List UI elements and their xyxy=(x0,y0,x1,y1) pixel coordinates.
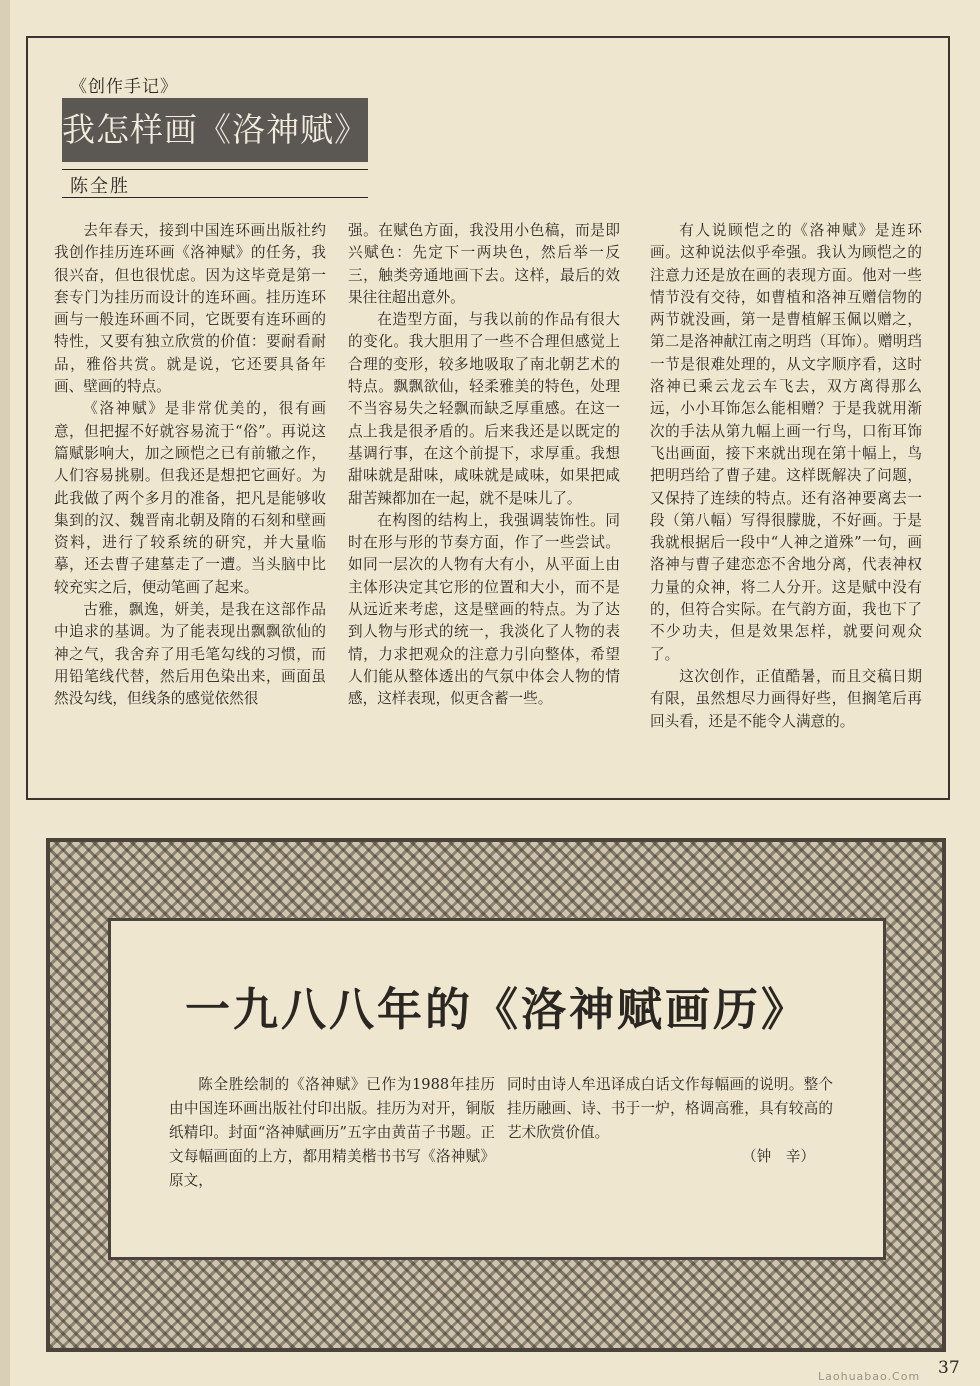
paragraph: 有人说顾恺之的《洛神赋》是连环画。这种说法似乎牵强。我认为顾恺之的注意力还是放在画的表现方面。他对一些情节没有交待，如曹植和洛神互赠信物的两节就没画，第一是曹植解玉佩以赠之，第二是洛神献江南之明珰（耳饰）。赠明珰一节是很难处理的，从文字顺序看，这时洛神已乘云龙云车飞去，双方离得那么远，小小耳饰怎么能相赠？于是我就用渐次的手法从第九幅上画一行鸟，口衔耳饰飞出画面，接下来就出现在第十幅上，鸟把明珰给了曹子建。这样既解决了问题，又保持了连续的特点。还有洛神要离去一段（第八幅）写得很朦胧，不好画。于是我就根据后一段中“人神之道殊”一句，画洛神与曹子建恋恋不舍地分离，代表神权力量的众神，将二人分开。这是赋中没有的，但符合实际。在气韵方面，我也下了不少功夫，但是效果怎样，就要问观众了。 xyxy=(650,222,922,663)
paragraph: 这次创作，正值酷暑，而且交稿日期有限，虽然想尽力画得好些，但搁笔后再回头看，还是不能令人满意的。 xyxy=(650,667,922,730)
notice-box xyxy=(108,918,886,1260)
notice-signature: （钟 辛） xyxy=(742,1148,815,1165)
title-rule xyxy=(62,169,368,170)
paragraph: 《洛神赋》是非常优美的，很有画意，但把握不好就容易流于“俗”。再说这篇赋影响大，加之顾恺之已有前辙之作，人们容易挑剔。但我还是想把它画好。为此我做了两个多月的准备，把凡是能够收集到的汉、魏晋南北朝及隋的石刻和壁画资料，进行了较系统的研究，并大量临摹，还去曹子建墓走了一遭。当头脑中比较充实之后，便动笔画了起来。 xyxy=(54,400,326,596)
paragraph: 强。在赋色方面，我没用小色稿，而是即兴赋色：先定下一两块色，然后举一反三，触类旁通地画下去。这样，最后的效果往往超出意外。 xyxy=(348,222,620,306)
notice-title: 一九八八年的《洛神赋画历》 xyxy=(184,983,809,1036)
ornamental-border xyxy=(46,838,946,1352)
notice-column-1 xyxy=(169,1073,495,1193)
paragraph: 去年春天，接到中国连环画出版社约我创作挂历连环画《洛神赋》的任务，我很兴奋，但也很忧虑。因为这毕竟是第一套专门为挂历而设计的连环画。挂历连环画与一般连环画不同，它既要有连环画的特性，又要有独立欣赏的价值：要耐看耐品，雅俗共赏。就是说，它还要具备年画、壁画的特点。 xyxy=(54,222,326,396)
article-column-3 xyxy=(650,220,922,733)
article-box xyxy=(26,36,950,800)
article-title: 我怎样画《洛神赋》 xyxy=(62,98,368,162)
paragraph: 陈全胜绘制的《洛神赋》已作为1988年挂历由中国连环画出版社付印出版。挂历为对开，铜版纸精印。封面“洛神赋画历”五字由黄苗子书题。正文每幅画面的上方，都用精美楷书书写《洛神赋》原文， xyxy=(169,1076,495,1189)
article-column-2 xyxy=(348,220,620,711)
paragraph: 在构图的结构上，我强调装饰性。同时在形与形的节奏方面，作了一些尝试。如同一层次的人物有大有小，从平面上由主体形决定其它形的位置和大小，而不是从远近来考虑，这是壁画的特点。为了达到人物与形式的统一，我淡化了人物的表情，力求把观众的注意力引向整体，希望人们能从整体透出的气氛中体会人物的情感，这样表现，似更含蓄一些。 xyxy=(348,511,620,708)
notice-column-2 xyxy=(507,1073,833,1169)
author-rule xyxy=(62,197,368,198)
paragraph: 同时由诗人牟迅译成白话文作每幅画的说明。整个挂历融画、诗、书于一炉，格调高雅，具有较高的艺术欣赏价值。 xyxy=(507,1076,833,1141)
paragraph: 古雅，飘逸，妍美，是我在这部作品中追求的基调。为了能表现出飘飘欲仙的神之气，我舍弃了用毛笔勾线的习惯，而用铅笔线代替，然后用色染出来，画面虽然没勾线，但线条的感觉依然很 xyxy=(54,601,326,708)
paper-edge xyxy=(0,0,10,1386)
series-label: 《创作手记》 xyxy=(70,77,178,97)
article-author: 陈全胜 xyxy=(70,176,130,197)
page-number: 37 xyxy=(938,1358,960,1378)
paragraph: 在造型方面，与我以前的作品有很大的变化。我大胆用了一些不合理但感觉上合理的变形，较多地吸取了南北朝艺术的特点。飘飘欲仙，轻柔雅美的特色，处理不当容易失之轻飘而缺乏厚重感。在这一点上我是很矛盾的。后来我还是以既定的基调行事，在这个前提下，求厚重。我想甜味就是甜味，咸味就是咸味，如果把咸甜苦辣都加在一起，就不是味儿了。 xyxy=(348,311,620,507)
watermark: Laohuabao.Com xyxy=(818,1370,921,1383)
article-column-1 xyxy=(54,220,326,711)
